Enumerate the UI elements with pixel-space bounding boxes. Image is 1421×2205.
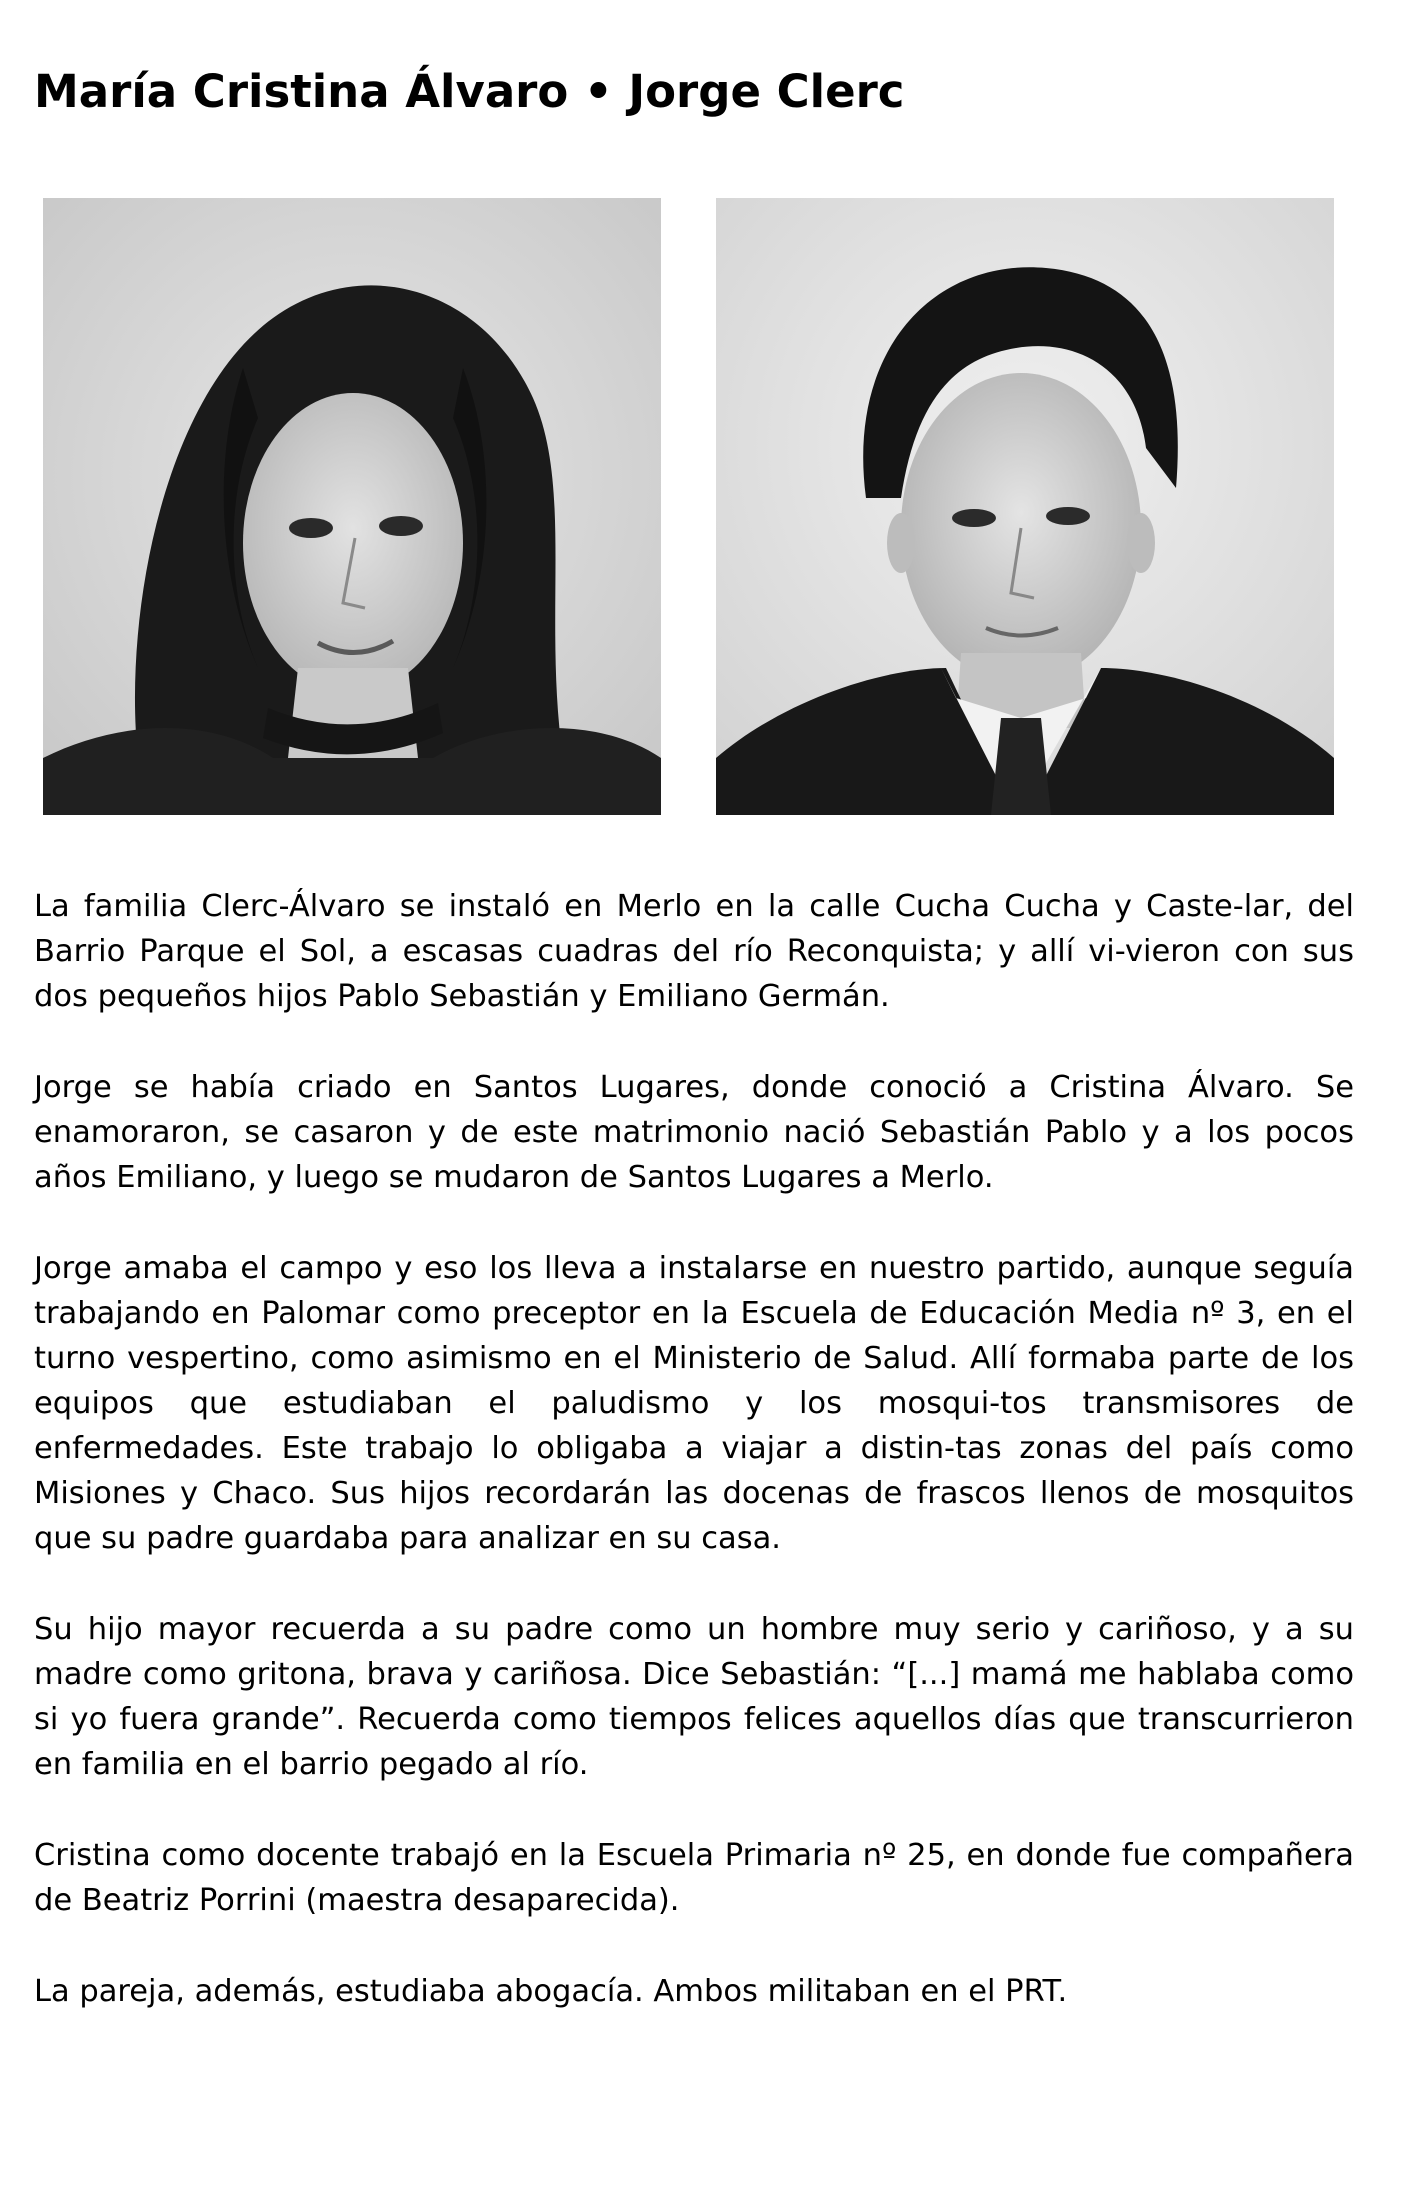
portrait-woman-image [43, 198, 661, 815]
paragraph-cristina-teacher: Cristina como docente trabajó en la Escuela Primaria nº 25, en donde fue compañera de Beatriz Porrini (maestra desaparecida). [34, 1838, 1354, 1918]
article-body [34, 884, 1354, 2014]
portrait-man-image [716, 198, 1334, 815]
page-title: María Cristina Álvaro • Jorge Clerc [34, 65, 905, 118]
paragraph-family-home: La familia Clerc-Álvaro se instaló en Merlo en la calle Cucha Cucha y Caste-lar, del Barrio Parque el Sol, a escasas cuadras del río Reconquista; y allí vi-vieron con sus dos pequeños hijos Pablo Sebastián y Emiliano Germán. [34, 889, 1354, 1014]
portrait-photo-woman [43, 198, 661, 815]
portrait-photo-man [716, 198, 1334, 815]
paragraph-jorge-work: Jorge amaba el campo y eso los lleva a instalarse en nuestro partido, aunque seguía trabajando en Palomar como preceptor en la Escuela de Educación Media nº 3, en el turno vespertino, como asimismo en el Ministerio de Salud. Allí formaba parte de los equipos que estudiaban el paludismo y los mosqui-tos transmisores de enfermedades. Este trabajo lo obligaba a viajar a distin-tas zonas del país como Misiones y Chaco. Sus hijos recordarán las docenas de frascos llenos de mosquitos que su padre guardaba para analizar en su casa. [34, 1251, 1354, 1556]
paragraph-how-they-met: Jorge se había criado en Santos Lugares, donde conoció a Cristina Álvaro. Se enamoraron, se casaron y de este matrimonio nació Sebastián Pablo y a los pocos años Emiliano, y luego se mudaron de Santos Lugares a Merlo. [34, 1070, 1354, 1195]
paragraph-studies-militancy: La pareja, además, estudiaba abogacía. Ambos militaban en el PRT. [34, 1974, 1068, 2009]
paragraph-son-memories: Su hijo mayor recuerda a su padre como un hombre muy serio y cariñoso, y a su madre como gritona, brava y cariñosa. Dice Sebastián: “[...] mamá me hablaba como si yo fuera grande”. Recuerda como tiempos felices aquellos días que transcurrieron en familia en el barrio pegado al río. [34, 1612, 1354, 1782]
